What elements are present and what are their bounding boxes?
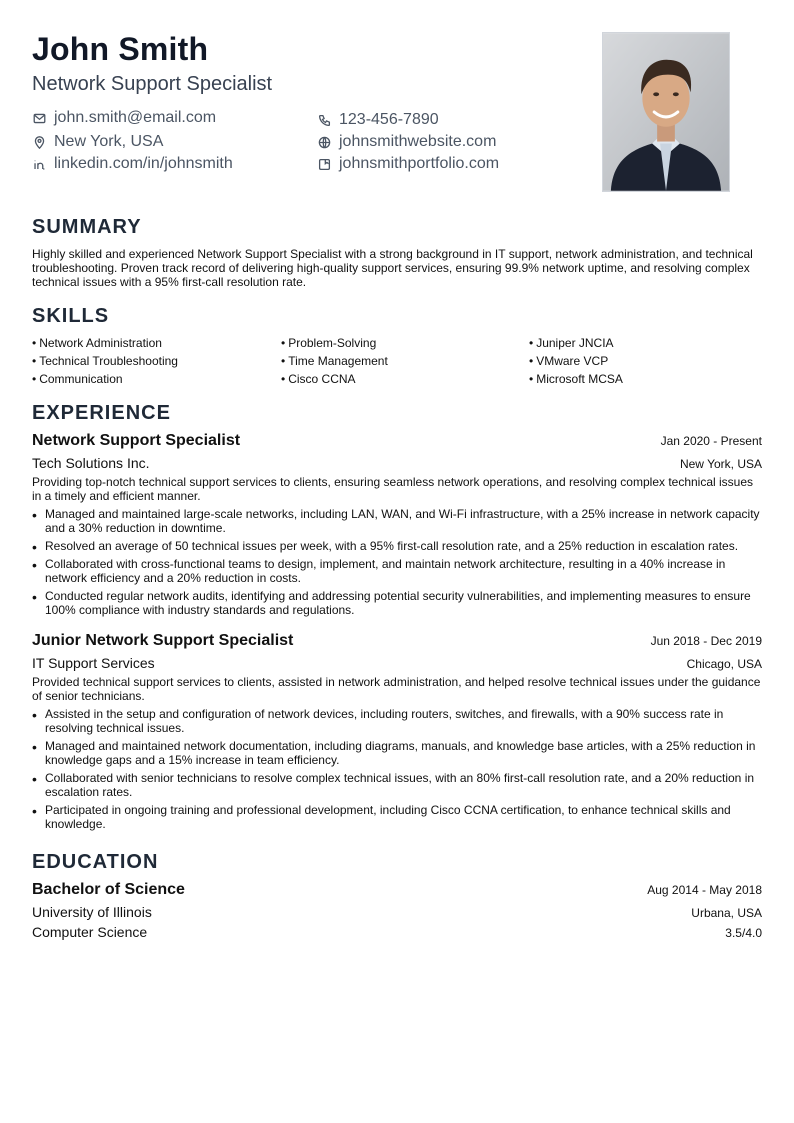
- candidate-name: John Smith: [32, 31, 209, 67]
- map-pin-icon: [32, 135, 46, 149]
- job-role: Junior Network Support Specialist: [32, 632, 294, 649]
- job-role: Network Support Specialist: [32, 432, 241, 449]
- list-item: • Assisted in the setup and configuration of network devices, including routers, switches, and firewalls, with a 90% success rate in resolving technical issues.: [32, 707, 762, 735]
- skill-item: • Juniper JNCIA: [529, 336, 614, 350]
- portfolio-text: johnsmithportfolio.com: [339, 155, 500, 172]
- contact-location: [32, 133, 163, 151]
- list-item: • Conducted regular network audits, identifying and addressing potential security vulnerabilities, and implementing measures to ensure 100% compliance with industry standards and regulations.: [32, 589, 762, 617]
- profile-photo: [602, 32, 730, 192]
- experience-heading: EXPERIENCE: [32, 402, 171, 424]
- contact-linkedin[interactable]: [32, 155, 233, 173]
- job-bullets: [32, 707, 762, 835]
- experience-entry: [32, 632, 762, 832]
- linkedin-text: linkedin.com/in/johnsmith: [54, 155, 233, 172]
- experience-entry: [32, 432, 762, 622]
- phone-text: 123-456-7890: [339, 111, 439, 128]
- education-dates: Aug 2014 - May 2018: [647, 883, 762, 897]
- contact-portfolio[interactable]: [317, 155, 499, 173]
- linkedin-icon: [32, 157, 46, 171]
- list-item: • Collaborated with senior technicians to resolve complex technical issues, with an 80% first-call resolution rate, and a 20% reduction in escalation rates.: [32, 771, 762, 799]
- education-entry: [32, 881, 762, 945]
- contact-website[interactable]: [317, 133, 496, 151]
- contact-email[interactable]: [32, 109, 216, 127]
- skills-grid: [32, 336, 762, 390]
- location-text: New York, USA: [54, 133, 164, 150]
- job-description: Provided technical support services to clients, assisted in network administration, and helped resolve technical issues under the guidance of senior technicians.: [32, 675, 761, 703]
- degree: Bachelor of Science: [32, 881, 185, 898]
- job-description: Providing top-notch technical support services to clients, ensuring seamless network operations, and resolving complex technical issues in a timely and efficient manner.: [32, 475, 754, 503]
- job-company: Tech Solutions Inc.: [32, 455, 150, 471]
- skill-item: • Technical Troubleshooting: [32, 354, 178, 368]
- globe-icon: [317, 135, 331, 149]
- website-text: johnsmithwebsite.com: [339, 133, 497, 150]
- list-item: • Resolved an average of 50 technical issues per week, with a 95% first-call resolution rate, and a 25% reduction in escalation rates.: [32, 539, 762, 553]
- candidate-title: Network Support Specialist: [32, 73, 273, 95]
- skill-item: • VMware VCP: [529, 354, 608, 368]
- list-item: • Managed and maintained large-scale networks, including LAN, WAN, and Wi-Fi infrastructure, with a 25% increase in network capacity and a 30% reduction in downtime.: [32, 507, 762, 535]
- field-of-study: Computer Science: [32, 924, 148, 940]
- job-location: Chicago, USA: [686, 657, 762, 671]
- portrait-image: [603, 33, 729, 191]
- summary-heading: SUMMARY: [32, 216, 142, 238]
- job-dates: Jun 2018 - Dec 2019: [650, 634, 762, 648]
- job-bullets: [32, 507, 762, 621]
- list-item: • Managed and maintained network documentation, including diagrams, manuals, and knowledge base articles, with a 25% reduction in knowledge gaps and a 15% increase in team efficiency.: [32, 739, 762, 767]
- summary-text: Highly skilled and experienced Network Support Specialist with a strong background in IT support, network administration, and technical troubleshooting. Proven track record of delivering high-quality support services, ensuring 99.9% network uptime, and resolving complex technical issues with a 95% first-call resolution rate.: [32, 247, 753, 289]
- phone-icon: [317, 113, 331, 127]
- school: University of Illinois: [32, 904, 152, 920]
- portfolio-icon: [317, 157, 331, 171]
- education-heading: EDUCATION: [32, 851, 159, 873]
- contact-phone[interactable]: [317, 111, 439, 129]
- skill-item: • Communication: [32, 372, 123, 386]
- skill-item: • Network Administration: [32, 336, 162, 350]
- skill-item: • Microsoft MCSA: [529, 372, 623, 386]
- skill-item: • Cisco CCNA: [281, 372, 356, 386]
- job-dates: Jan 2020 - Present: [660, 434, 762, 448]
- school-location: Urbana, USA: [691, 906, 762, 920]
- job-company: IT Support Services: [32, 655, 155, 671]
- list-item: • Collaborated with cross-functional teams to design, implement, and maintain network architecture, resulting in a 40% increase in network efficiency and a 20% reduction in costs.: [32, 557, 762, 585]
- list-item: • Participated in ongoing training and professional development, including Cisco CCNA certification, to enhance technical skills and knowledge.: [32, 803, 762, 831]
- skill-item: • Problem-Solving: [281, 336, 376, 350]
- mail-icon: [32, 111, 46, 125]
- skills-heading: SKILLS: [32, 305, 110, 327]
- job-location: New York, USA: [679, 457, 762, 471]
- skill-item: • Time Management: [281, 354, 388, 368]
- gpa: 3.5/4.0: [725, 926, 762, 940]
- email-text: john.smith@email.com: [54, 109, 217, 126]
